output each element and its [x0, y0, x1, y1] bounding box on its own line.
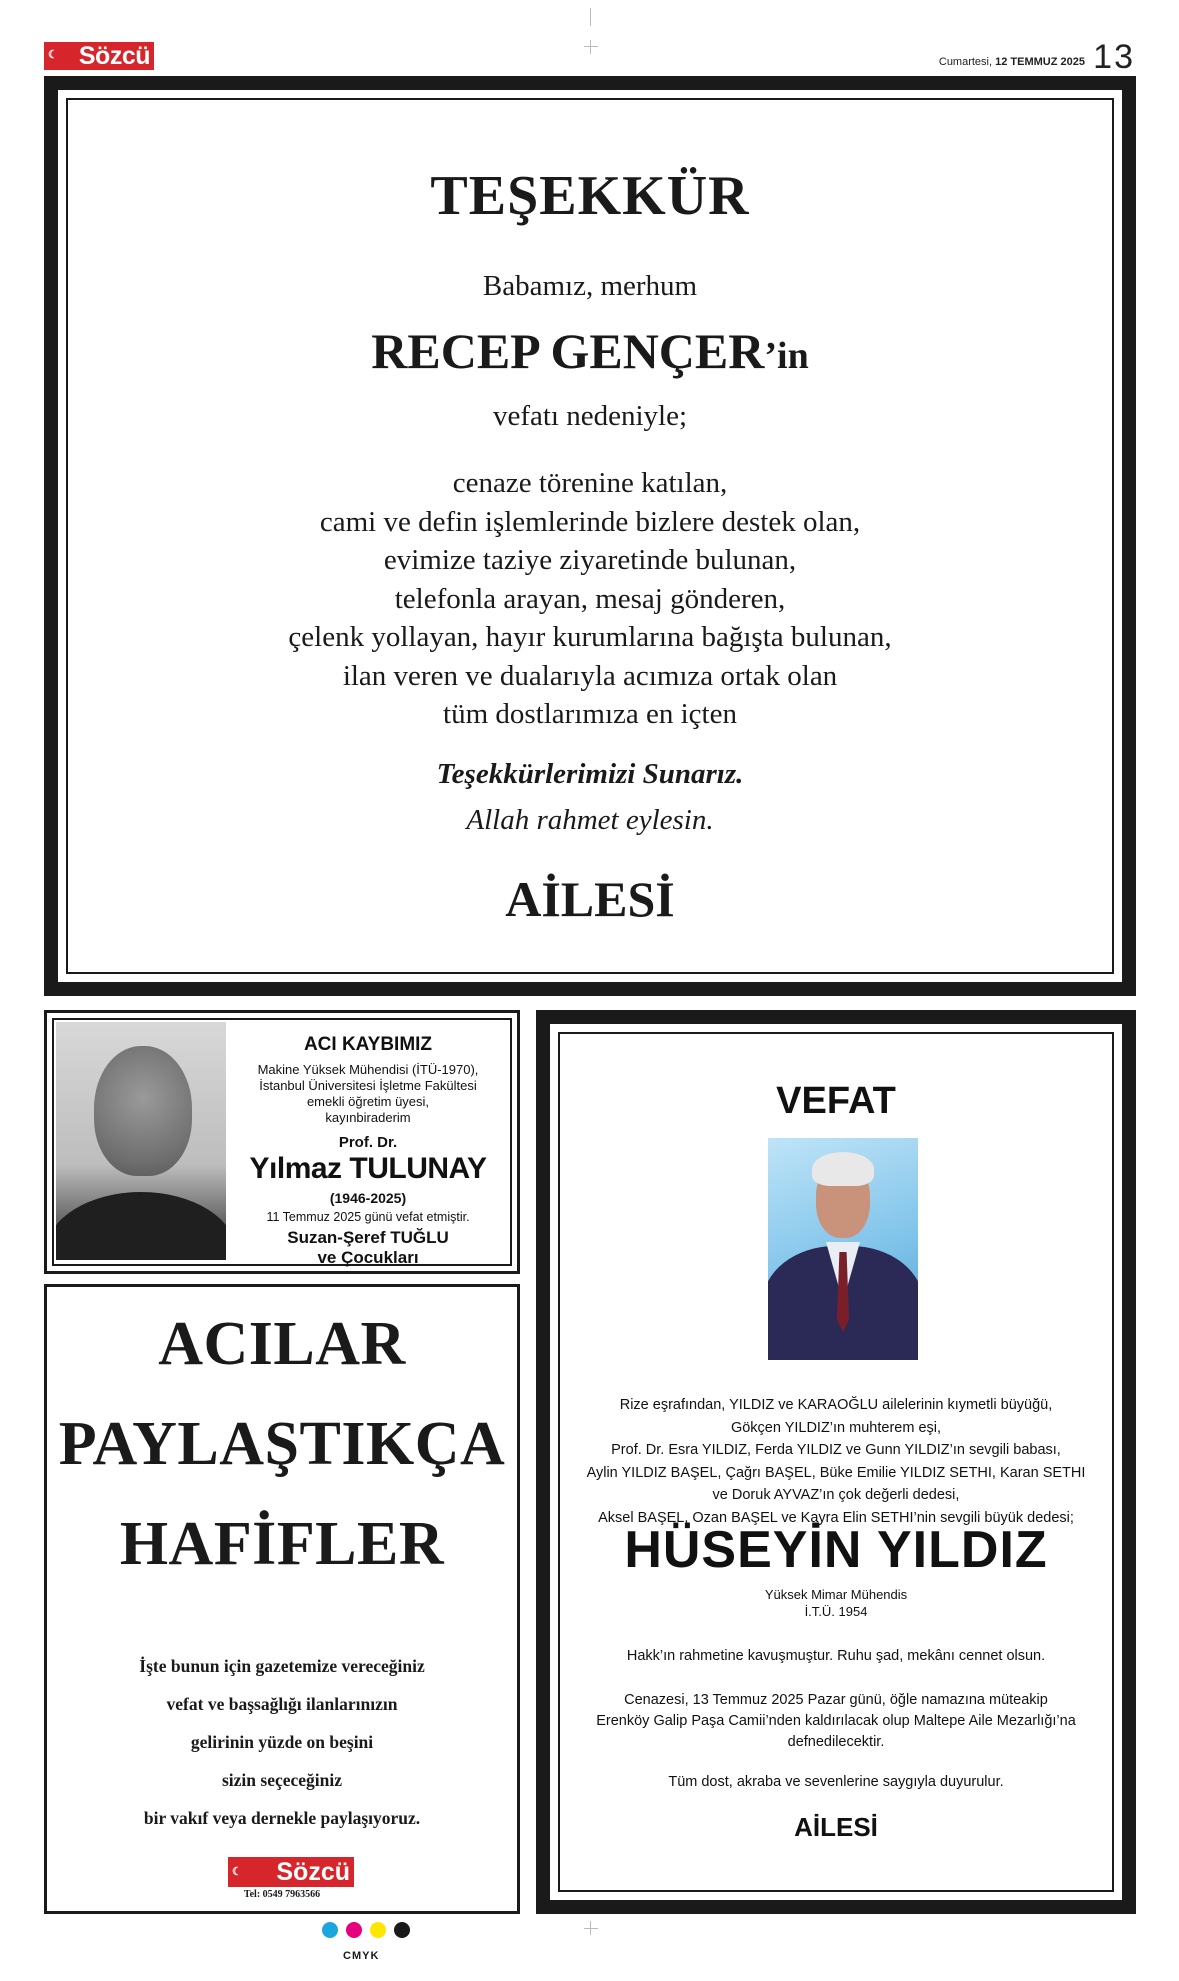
- issue-date: [939, 56, 1085, 68]
- tesekkur-line: çelenk yollayan, hayır kurumlarına bağışta bulunan,: [288, 621, 892, 653]
- vefat-notice: [536, 1010, 1136, 1914]
- tesekkur-title: TEŞEKKÜR: [430, 165, 750, 227]
- vefat-cenaze-line: Erenköy Galip Paşa Camii’nden kaldırılacak olup Maltepe Aile Mezarlığı’na: [596, 1713, 1076, 1729]
- vefat-text-line: Gökçen YILDIZ’ın muhterem eşi,: [730, 1419, 942, 1436]
- registration-mark: [590, 8, 591, 26]
- tesekkur-prayer: Allah rahmet eylesin.: [466, 804, 714, 836]
- tesekkur-lines: [68, 464, 1112, 734]
- portrait-head: [94, 1046, 192, 1176]
- tesekkur-signature: AİLESİ: [505, 871, 675, 927]
- registration-mark: [590, 40, 591, 54]
- aci-kayip-notice: [44, 1010, 520, 1274]
- aci-kayip-title: ACI KAYBIMIZ: [303, 1034, 433, 1055]
- vefat-cenaze-line: defnedilecektir.: [787, 1734, 885, 1750]
- crescent-icon: ☾: [48, 49, 58, 61]
- vefat-cenaze: [560, 1690, 1112, 1753]
- vefat-text-line: Rize eşrafından, YILDIZ ve KARAOĞLU ailelerinin kıymetli büyüğü,: [619, 1397, 1053, 1413]
- tesekkur-inner-frame: [66, 98, 1114, 974]
- tesekkur-line: ilan veren ve dualarıyla acımıza ortak olan: [342, 659, 838, 692]
- small-logo-text: Sözcü: [276, 1858, 350, 1886]
- vefat-title: VEFAT: [776, 1080, 896, 1122]
- acilar-body-line: vefat ve başsağlığı ilanlarınızın: [166, 1694, 398, 1714]
- sozcu-small-logo[interactable]: [228, 1857, 354, 1887]
- aci-kayip-desc-line: emekli öğretim üyesi,: [306, 1094, 430, 1109]
- tesekkur-intro: Babamız, merhum: [482, 270, 698, 302]
- aci-kayip-signature: [232, 1228, 504, 1268]
- cmyk-label: CMYK: [343, 1950, 380, 1962]
- aci-kayip-desc-line: Makine Yüksek Mühendisi (İTÜ-1970),: [257, 1062, 479, 1077]
- aci-kayip-sign-line: ve Çocukları: [317, 1248, 419, 1267]
- deceased-photo: [768, 1138, 918, 1360]
- aci-kayip-name: Yılmaz TULUNAY: [249, 1152, 487, 1185]
- vefat-text: [560, 1394, 1112, 1529]
- acilar-line: ACILAR: [158, 1310, 406, 1378]
- acilar-line: PAYLAŞTIKÇA: [58, 1410, 506, 1478]
- crescent-icon: ☾: [232, 1866, 242, 1878]
- vefat-prof-line: İ.T.Ü. 1954: [804, 1604, 868, 1619]
- issue-day: Cumartesi,: [938, 56, 993, 68]
- vefat-rahmet: Hakk’ın rahmetine kavuşmuştur. Ruhu şad, mekânı cennet olsun.: [626, 1648, 1046, 1664]
- aci-kayip-date: 11 Temmuz 2025 günü vefat etmiştir.: [266, 1210, 470, 1224]
- ad-phone[interactable]: Tel: 0549 7963566: [243, 1889, 321, 1900]
- aci-kayip-desc-line: kayınbiraderim: [325, 1110, 411, 1125]
- tesekkur-notice: [44, 76, 1136, 996]
- aci-kayip-prof: Prof. Dr.: [338, 1134, 398, 1151]
- acilar-body-line: İşte bunun için gazetemize vereceğiniz: [139, 1656, 425, 1676]
- logo-text: Sözcü: [78, 42, 150, 70]
- tesekkur-line: cenaze törenine katılan,: [452, 467, 728, 499]
- registration-mark: [584, 1928, 598, 1929]
- aci-kayip-desc-line: İstanbul Üniversitesi İşletme Fakültesi: [259, 1078, 477, 1093]
- acilar-ad: [44, 1284, 520, 1914]
- acilar-body-line: gelirinin yüzde on beşini: [190, 1732, 374, 1752]
- vefat-inner-frame: [558, 1032, 1114, 1892]
- vefat-text-line: Aksel BAŞEL, Ozan BAŞEL ve Kayra Elin SETHI’nin sevgili büyük dedesi;: [598, 1509, 1074, 1526]
- aci-kayip-years: (1946-2025): [329, 1190, 407, 1206]
- portrait-shoulders: [56, 1192, 226, 1260]
- vefat-signature: AİLESİ: [794, 1812, 878, 1842]
- tesekkur-line: tüm dostlarımıza en içten: [443, 698, 737, 730]
- deceased-name: [68, 322, 1112, 380]
- tesekkur-line: cami ve defin işlemlerinde bizlere destek olan,: [319, 505, 861, 538]
- portrait-photo: [56, 1022, 226, 1260]
- tesekkur-line: evimize taziye ziyaretinde bulunan,: [383, 544, 797, 576]
- cmyk-magenta-dot: [346, 1922, 362, 1938]
- deceased-name-text: RECEP GENÇER: [371, 323, 765, 379]
- sozcu-logo[interactable]: [44, 42, 154, 70]
- acilar-body-line: sizin seçeceğiniz: [221, 1770, 343, 1790]
- vefat-prof-line: Yüksek Mimar Mühendis: [764, 1587, 908, 1602]
- acilar-body: [47, 1647, 517, 1837]
- vefat-profession: [560, 1586, 1112, 1620]
- tesekkur-line: telefonla arayan, mesaj gönderen,: [394, 582, 786, 615]
- vefat-duyuru: Tüm dost, akraba ve sevenlerine saygıyla duyurulur.: [668, 1774, 1004, 1790]
- issue-date-value: 12 TEMMUZ 2025: [995, 56, 1085, 68]
- vefat-text-line: ve Doruk AYVAZ’ın çok değerli dedesi,: [712, 1487, 960, 1503]
- vefat-name: HÜSEYİN YILDIZ: [624, 1521, 1048, 1579]
- registration-mark: [590, 1921, 591, 1935]
- tesekkur-reason: vefatı nedeniyle;: [492, 400, 688, 432]
- aci-kayip-desc: [232, 1062, 504, 1126]
- registration-mark: [584, 46, 598, 47]
- vefat-cenaze-line: Cenazesi, 13 Temmuz 2025 Pazar günü, öğle namazına müteakip: [624, 1692, 1048, 1708]
- tesekkur-thanks: Teşekkürlerimizi Sunarız.: [436, 758, 744, 790]
- cmyk-yellow-dot: [370, 1922, 386, 1938]
- deceased-name-suffix: ’in: [764, 335, 809, 377]
- page-number: 13: [1093, 38, 1135, 76]
- aci-kayip-inner-frame: [52, 1018, 512, 1266]
- acilar-body-line: bir vakıf veya dernekle paylaşıyoruz.: [143, 1808, 421, 1828]
- photo-hair: [812, 1152, 874, 1186]
- vefat-text-line: Aylin YILDIZ BAŞEL, Çağrı BAŞEL, Büke Emilie YILDIZ SETHI, Karan SETHI: [586, 1464, 1086, 1481]
- cmyk-cyan-dot: [322, 1922, 338, 1938]
- vefat-text-line: Prof. Dr. Esra YILDIZ, Ferda YILDIZ ve Gunn YILDIZ’ın sevgili babası,: [611, 1442, 1061, 1458]
- aci-kayip-sign-line: Suzan-Şeref TUĞLU: [287, 1228, 449, 1247]
- cmyk-black-dot: [394, 1922, 410, 1938]
- acilar-line: HAFİFLER: [119, 1510, 445, 1578]
